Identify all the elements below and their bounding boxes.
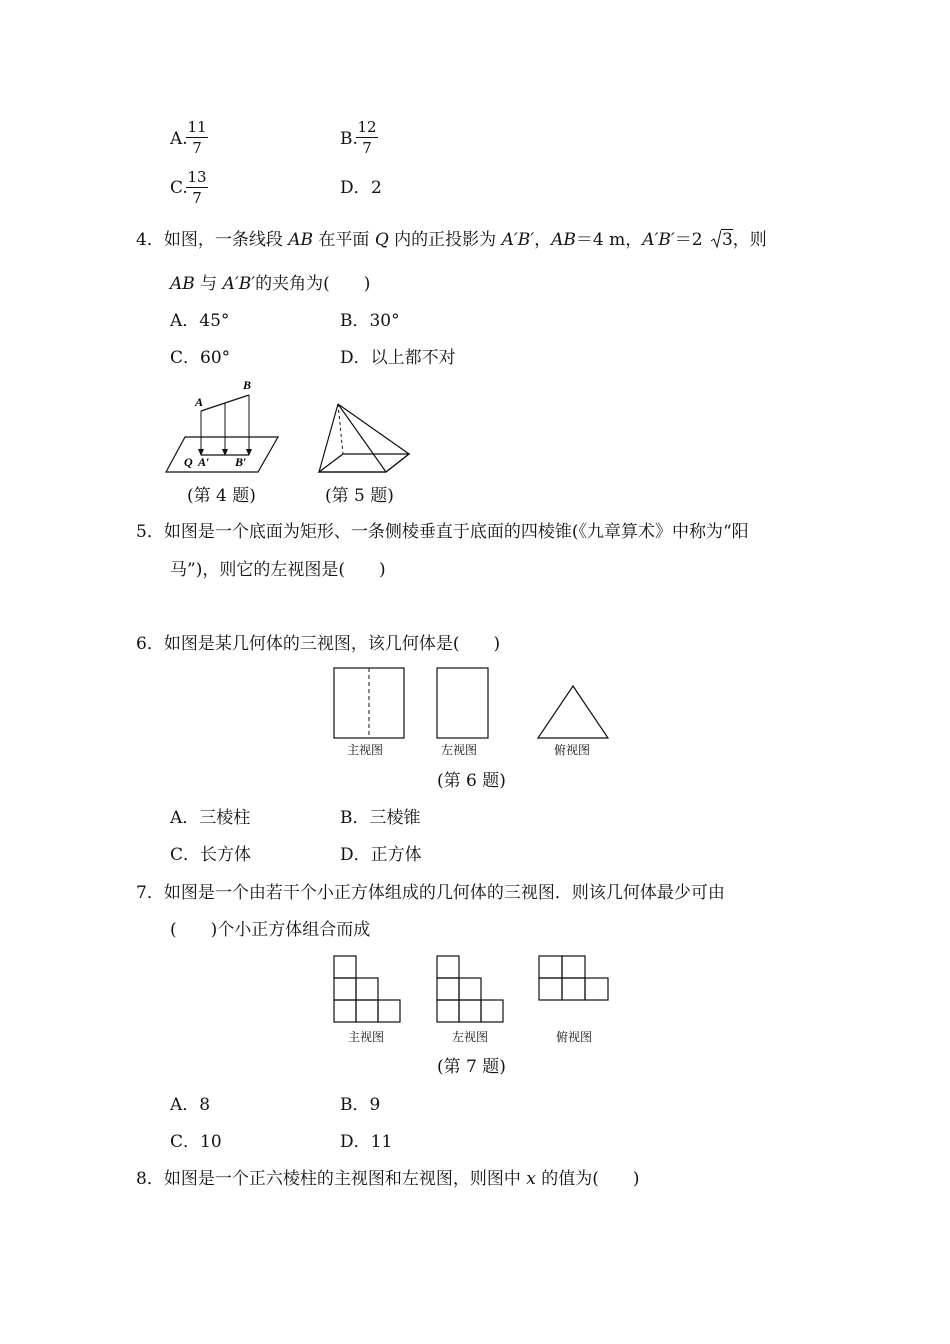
stem-text: ＝2 — [674, 230, 708, 250]
fraction — [186, 170, 208, 206]
stem-text: 的夹角为( ) — [255, 274, 371, 294]
variable-x: x — [526, 1169, 536, 1189]
q7-top-view-label: 俯视图 — [556, 1030, 593, 1044]
option-letter: D． — [340, 178, 371, 198]
q7-front-view — [334, 956, 400, 1022]
q5-stem-line2: 马”)，则它的左视图是( ) — [170, 560, 386, 580]
label-q: Q — [184, 455, 193, 469]
q4-stem-line2 — [170, 276, 370, 293]
q5-figure — [315, 400, 415, 476]
q6-front-view-label: 主视图 — [347, 743, 384, 757]
segment-proj: A′B′ — [501, 230, 535, 250]
q4-option-a: A．45° — [170, 311, 230, 331]
denominator: 7 — [192, 189, 202, 207]
fraction — [356, 120, 378, 156]
stem-text: 内的正投影为 — [388, 230, 502, 250]
q4-caption: (第 4 题) — [187, 486, 256, 506]
q7-stem-line1: 7．如图是一个由若干个小正方体组成的几何体的三视图．则该几何体最少可由 — [136, 883, 725, 903]
q6-option-a: A．三棱柱 — [170, 808, 251, 828]
stem-text: ，则 — [732, 230, 767, 250]
option-letter: B. — [340, 129, 358, 149]
segment-ab: AB — [288, 230, 314, 250]
radical-sign — [711, 229, 721, 249]
stem-text: 与 — [194, 274, 223, 294]
q4-option-d: D．以上都不对 — [340, 348, 456, 368]
q7-front-view-label: 主视图 — [348, 1030, 385, 1044]
q5-stem-line1: 5．如图是一个底面为矩形、一条侧棱垂直于底面的四棱锥(《九章算术》中称为“阳 — [136, 522, 749, 542]
question-number: 4． — [136, 230, 164, 250]
stem-text: 如图，一条线段 — [163, 230, 289, 250]
q7-top-view — [539, 956, 608, 1000]
vertical-edge — [338, 404, 343, 454]
q8-stem — [136, 1171, 639, 1188]
stem-text: 8．如图是一个正六棱柱的主视图和左视图，则图中 — [136, 1169, 527, 1189]
q6-stem: 6．如图是某几何体的三视图，该几何体是( ) — [136, 634, 501, 654]
fraction — [186, 120, 208, 156]
radicand: 3 — [721, 230, 733, 250]
q7-caption: (第 7 题) — [437, 1057, 506, 1077]
q7-left-view — [437, 956, 503, 1022]
stem-text: ， — [534, 230, 552, 250]
option-letter: C. — [170, 178, 188, 198]
numerator: 12 — [357, 118, 377, 136]
denominator: 7 — [362, 139, 372, 157]
q6-top-view-label: 俯视图 — [554, 743, 591, 757]
q4-figure — [165, 375, 280, 475]
q4-option-c: C．60° — [170, 348, 231, 368]
base-right-edge — [386, 454, 409, 472]
denominator: 7 — [192, 139, 202, 157]
segment-ab: AB — [551, 230, 576, 250]
q7-option-d: D．11 — [340, 1132, 393, 1152]
q6-caption: (第 6 题) — [437, 771, 506, 791]
q6-option-c: C．长方体 — [170, 845, 252, 865]
q7-stem-line2: ( )个小正方体组合而成 — [170, 920, 371, 940]
q6-option-b: B．三棱锥 — [340, 808, 421, 828]
option-value: 2 — [371, 178, 382, 198]
option-letter: A. — [170, 129, 188, 149]
q7-three-views — [330, 953, 615, 1025]
numerator: 11 — [187, 118, 207, 136]
segment-ab: AB — [170, 274, 195, 294]
q7-left-view-label: 左视图 — [452, 1030, 489, 1044]
plane-q: Q — [374, 230, 389, 250]
segment-proj: A′B′ — [222, 274, 256, 294]
sqrt-symbol — [711, 232, 733, 249]
segment-proj: A′B′ — [642, 230, 675, 250]
pyramid-base — [319, 454, 409, 472]
label-b: B — [243, 378, 252, 392]
label-a-prime: A′ — [198, 455, 210, 469]
q6-left-view-label: 左视图 — [441, 743, 478, 757]
q5-caption: (第 5 题) — [325, 486, 394, 506]
q7-option-a: A．8 — [170, 1095, 211, 1115]
stem-text: 的值为( ) — [535, 1169, 640, 1189]
q4-option-b: B．30° — [340, 311, 400, 331]
q7-option-b: B．9 — [340, 1095, 381, 1115]
numerator: 13 — [187, 168, 207, 186]
edge-apex-back-right — [338, 404, 409, 454]
q6-three-views — [330, 664, 615, 740]
label-b-prime: B′ — [235, 455, 247, 469]
q6-option-d: D．正方体 — [340, 845, 422, 865]
edge-apex-front-right — [338, 404, 386, 472]
top-view-triangle — [538, 686, 608, 738]
stem-text: 在平面 — [313, 230, 375, 250]
edge-apex-front-left — [319, 404, 338, 472]
q4-stem-line1 — [136, 232, 767, 249]
q7-option-c: C．10 — [170, 1132, 222, 1152]
label-a: A — [195, 395, 204, 409]
left-view-rect — [437, 668, 488, 738]
stem-text: ＝4 m， — [575, 230, 643, 250]
